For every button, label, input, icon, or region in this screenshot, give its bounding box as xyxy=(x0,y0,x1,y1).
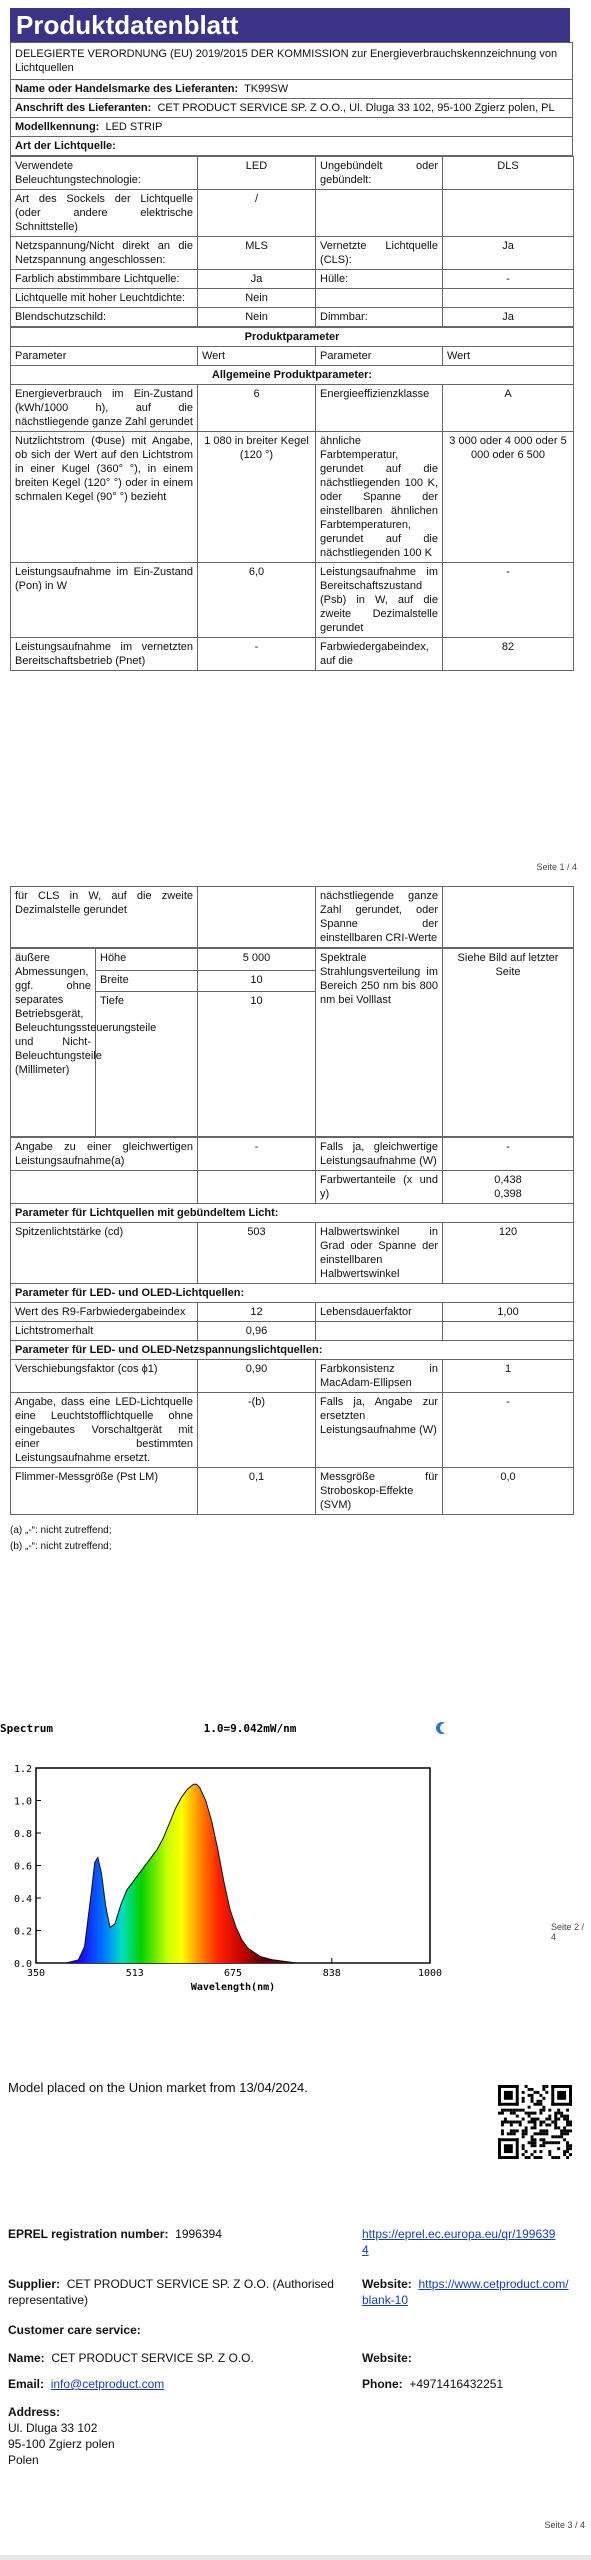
table-row xyxy=(11,1303,574,1322)
supplier-value: CET PRODUCT SERVICE SP. Z O.O. (Authorised representative) xyxy=(8,2277,334,2307)
cs-phone-label: Phone: xyxy=(362,2377,403,2391)
params-table-2 xyxy=(10,1137,574,1515)
col-header: Parameter xyxy=(316,347,443,366)
table-row xyxy=(11,1223,574,1284)
continued-table xyxy=(10,886,574,948)
param-label: ähnliche Farbtemperatur, gerundet auf die nächstliegenden 100 K, oder Spanne der einstellbaren ähnlichen Farbtemperaturen, gerundet auf die nächstliegenden 100 K xyxy=(316,432,443,563)
param-label: Vernetzte Lichtquelle (CLS): xyxy=(316,237,443,270)
param-value: Ja xyxy=(198,270,316,289)
cs-website-label: Website: xyxy=(362,2351,412,2365)
address-line: Polen xyxy=(8,2453,39,2467)
dimensions-table xyxy=(10,948,574,1137)
dims-label: äußere Abmessungen, ggf. ohne separates Betriebsgerät, Beleuchtungssteuerungsteile und Nicht-Beleuchtungsteile (Millimeter) xyxy=(11,949,96,1137)
param-label xyxy=(11,1171,198,1204)
page-number: Seite 1 / 4 xyxy=(536,862,577,872)
x-tick-label: 1000 xyxy=(417,1968,443,1979)
cs-phone-value: +4971416432251 xyxy=(409,2377,504,2391)
directional-header: Parameter für Lichtquellen mit gebündeltem Licht: xyxy=(11,1204,574,1223)
y-tick-label: 0.2 xyxy=(13,1926,32,1938)
qr-code-icon xyxy=(498,2085,572,2159)
param-value: 12 xyxy=(198,1303,316,1322)
dim-name: Tiefe xyxy=(96,992,198,1137)
table-row xyxy=(11,270,574,289)
col-header: Wert xyxy=(198,347,316,366)
x-tick-label: 675 xyxy=(223,1968,243,1979)
eprel-link[interactable] xyxy=(362,2226,562,2258)
table-row xyxy=(11,432,574,563)
table-row xyxy=(11,1393,574,1468)
table-row xyxy=(11,1138,574,1171)
param-label: Lichtquelle mit hoher Leuchtdichte: xyxy=(11,289,198,308)
side-page-number: Seite 2 / 4 xyxy=(551,1922,585,1942)
eprel-value: 1996394 xyxy=(175,2227,222,2241)
param-label: Verschiebungsfaktor (cos ϕ1) xyxy=(11,1360,198,1393)
y-tick-label: 0.0 xyxy=(13,1959,32,1970)
param-label: Leistungsaufnahme im vernetzten Bereitschaftsbetrieb (Pnet) xyxy=(11,638,198,671)
table-row xyxy=(11,308,574,327)
x-tick-label: 513 xyxy=(125,1968,144,1979)
param-value: MLS xyxy=(198,237,316,270)
col-header: Wert xyxy=(443,347,574,366)
param-value xyxy=(198,1171,316,1204)
light-type-label: Art der Lichtquelle: xyxy=(11,137,573,156)
spectrum-chart xyxy=(0,1718,460,2018)
param-label: Flimmer-Messgröße (Pst LM) xyxy=(11,1468,198,1515)
cs-email-label: Email: xyxy=(8,2377,45,2391)
market-text: Model placed on the Union market from 13/04/2024. xyxy=(8,2080,308,2095)
product-params-table xyxy=(10,327,574,671)
dim-value: 10 xyxy=(198,992,316,1137)
param-value xyxy=(443,190,574,237)
led-header: Parameter für LED- und OLED-Lichtquellen: xyxy=(11,1284,574,1303)
param-value: Nein xyxy=(198,289,316,308)
param-value: - xyxy=(198,1138,316,1171)
param-value: 1 080 in breiter Kegel (120 °) xyxy=(198,432,316,563)
param-label: Leistungsaufnahme im Ein-Zustand (Pon) in W xyxy=(11,563,198,638)
param-label: Netzspannung/Nicht direkt an die Netzspannung angeschlossen: xyxy=(11,237,198,270)
param-label: Verwendete Beleuchtungstechnologie: xyxy=(11,157,198,190)
light-type-table xyxy=(10,156,574,327)
spectrum-area xyxy=(36,1784,430,1963)
param-value: 3 000 oder 4 000 oder 5 000 oder 6 500 xyxy=(443,432,574,563)
param-value: A xyxy=(443,385,574,432)
param-value: 503 xyxy=(198,1223,316,1284)
x-tick-label: 350 xyxy=(26,1968,46,1979)
x-axis-label: Wavelength(nm) xyxy=(190,1982,276,1993)
product-params-header: Produktparameter xyxy=(11,328,574,347)
y-tick-label: 1.2 xyxy=(13,1764,32,1775)
cs-name-label: Name: xyxy=(8,2351,45,2365)
param-value: Ja xyxy=(443,308,574,327)
page-2 xyxy=(0,880,591,1665)
table-row xyxy=(11,1360,574,1393)
indicator-icon-mask xyxy=(440,1723,450,1733)
param-value: - xyxy=(198,638,316,671)
address-label: Address: xyxy=(8,2405,61,2419)
param-label: Angabe zu einer gleichwertigen Leistungsaufnahme(a) xyxy=(11,1138,198,1171)
param-value xyxy=(443,289,574,308)
model-label: Modellkennung: xyxy=(15,121,100,133)
param-label xyxy=(316,1322,443,1341)
eprel-label: EPREL registration number: xyxy=(8,2227,169,2241)
footnote-b: (b) „-“: nicht zutreffend; xyxy=(10,1541,112,1552)
page-1 xyxy=(0,0,591,880)
param-value: 120 xyxy=(443,1223,574,1284)
footnote-a: (a) „-“: nicht zutreffend; xyxy=(10,1525,112,1536)
table-row xyxy=(11,237,574,270)
param-value xyxy=(443,1322,574,1341)
param-value: 6,0 xyxy=(198,563,316,638)
spectral-value: Siehe Bild auf letzter Seite xyxy=(443,949,574,1137)
param-label: Nutzlichtstrom (Φuse) mit Angabe, ob sich der Wert auf den Lichtstrom in einer Kugel (360° °), in einem breiten Kegel (120° °) oder in einem schmalen Kegel (90° °) bezieht xyxy=(11,432,198,563)
table-row xyxy=(11,638,574,671)
param-label: Falls ja, gleichwertige Leistungsaufnahme (W) xyxy=(316,1138,443,1171)
param-label: nächstliegende ganze Zahl gerundet, oder Spanne der einstellbaren CRI-Werte xyxy=(316,887,443,948)
param-label xyxy=(316,289,443,308)
address-block xyxy=(8,2420,115,2468)
param-value: 82 xyxy=(443,638,574,671)
dim-value: 10 xyxy=(198,970,316,992)
param-label: Blendschutzschild: xyxy=(11,308,198,327)
table-row xyxy=(11,190,574,237)
chart-title: Spectrum xyxy=(0,1722,53,1735)
supplier-label: Supplier: xyxy=(8,2277,61,2291)
website-label: Website: xyxy=(362,2277,412,2291)
param-label: Farbwiedergabeindex, auf die xyxy=(316,638,443,671)
param-label: Wert des R9-Farbwiedergabeindex xyxy=(11,1303,198,1322)
y-tick-label: 0.8 xyxy=(13,1829,32,1840)
page-title: Produktdatenblatt xyxy=(10,8,570,42)
y-tick-label: 1.0 xyxy=(13,1796,32,1808)
param-value: -(b) xyxy=(198,1393,316,1468)
page-number-3: Seite 3 / 4 xyxy=(544,2520,585,2530)
param-value: 0,438 0,398 xyxy=(443,1171,574,1204)
cs-name-value: CET PRODUCT SERVICE SP. Z O.O. xyxy=(51,2351,254,2365)
dim-name: Breite xyxy=(96,970,198,992)
general-params-header: Allgemeine Produktparameter: xyxy=(11,366,574,385)
header-block xyxy=(10,42,573,671)
param-value: 1 xyxy=(443,1360,574,1393)
param-value: DLS xyxy=(443,157,574,190)
mains-header: Parameter für LED- und OLED-Netzspannungslichtquellen: xyxy=(11,1341,574,1360)
param-value: 0,90 xyxy=(198,1360,316,1393)
param-label: Energieverbrauch im Ein-Zustand (kWh/1000 h), auf die nächstliegende ganze Zahl gerundet xyxy=(11,385,198,432)
param-value: - xyxy=(443,1393,574,1468)
table-row xyxy=(11,1468,574,1515)
table-row xyxy=(11,385,574,432)
address-line: Ul. Dluga 33 102 xyxy=(8,2421,98,2435)
customer-service-label: Customer care service: xyxy=(8,2323,141,2337)
param-label: Art des Sockels der Lichtquelle (oder andere elektrische Schnittstelle) xyxy=(11,190,198,237)
supplier-address-value: CET PRODUCT SERVICE SP. Z O.O., Ul. Dluga 33 102, 95-100 Zgierz polen, PL xyxy=(157,102,555,114)
x-tick-label: 838 xyxy=(322,1968,341,1979)
table-row xyxy=(11,157,574,190)
spectral-label: Spektrale Strahlungsverteilung im Bereich 250 nm bis 800 nm bei Volllast xyxy=(316,949,443,1137)
param-value: 0,1 xyxy=(198,1468,316,1515)
supplier-address-label: Anschrift des Lieferanten: xyxy=(15,102,152,114)
param-value: 0,96 xyxy=(198,1322,316,1341)
table-row xyxy=(11,1322,574,1341)
param-value: - xyxy=(443,270,574,289)
param-value: 0,0 xyxy=(443,1468,574,1515)
param-value: - xyxy=(443,563,574,638)
param-label xyxy=(316,190,443,237)
param-label: Lebensdauerfaktor xyxy=(316,1303,443,1322)
col-header: Parameter xyxy=(11,347,198,366)
chart-annotation: 1.0=9.042mW/nm xyxy=(203,1722,297,1735)
cs-email-link[interactable]: info@cetproduct.com xyxy=(50,2377,165,2391)
qr-code[interactable] xyxy=(498,2085,572,2159)
param-label: Falls ja, Angabe zur ersetzten Leistungsaufnahme (W) xyxy=(316,1393,443,1468)
param-value: - xyxy=(443,1138,574,1171)
param-value: LED xyxy=(198,157,316,190)
param-label: Farblich abstimmbare Lichtquelle: xyxy=(11,270,198,289)
param-label: Farbwertanteile (x und y) xyxy=(316,1171,443,1204)
dim-value: 5 000 xyxy=(198,949,316,971)
y-tick-label: 0.6 xyxy=(13,1861,32,1873)
param-label: Hülle: xyxy=(316,270,443,289)
param-label: Dimmbar: xyxy=(316,308,443,327)
eprel-link-text[interactable]: https://eprel.ec.europa.eu/qr/1996394 xyxy=(362,2227,556,2257)
param-value: Ja xyxy=(443,237,574,270)
supplier-name-value: TK99SW xyxy=(244,83,289,95)
param-label: Farbkonsistenz in MacAdam-Ellipsen xyxy=(316,1360,443,1393)
param-label: für CLS in W, auf die zweite Dezimalstelle gerundet xyxy=(11,887,198,948)
table-row xyxy=(11,289,574,308)
supplier-name-label: Name oder Handelsmarke des Lieferanten: xyxy=(15,83,239,95)
param-label: Lichtstromerhalt xyxy=(11,1322,198,1341)
regulation-text: DELEGIERTE VERORDNUNG (EU) 2019/2015 DER KOMMISSION zur Energieverbrauchskennzeichnung von Lichtquellen xyxy=(11,43,573,80)
param-value: Nein xyxy=(198,308,316,327)
param-value: 1,00 xyxy=(443,1303,574,1322)
param-label: Ungebündelt oder gebündelt: xyxy=(316,157,443,190)
table-row xyxy=(11,563,574,638)
param-label: Energieeffizienzklasse xyxy=(316,385,443,432)
table-row xyxy=(11,1171,574,1204)
param-label: Leistungsaufnahme im Bereitschaftszustand (Psb) in W, auf die zweite Dezimalstelle gerundet xyxy=(316,563,443,638)
address-line: 95-100 Zgierz polen xyxy=(8,2437,115,2451)
param-label: Angabe, dass eine LED-Lichtquelle eine Leuchtstofflichtquelle ohne eingebautes Vorschaltgerät mit einer bestimmten Leistungsaufnahme ersetzt. xyxy=(11,1393,198,1468)
param-value: 6 xyxy=(198,385,316,432)
param-label: Spitzenlichtstärke (cd) xyxy=(11,1223,198,1284)
param-label: Halbwertswinkel in Grad oder Spanne der einstellbaren Halbwertswinkel xyxy=(316,1223,443,1284)
dim-name: Höhe xyxy=(96,949,198,971)
website-link[interactable]: https://www.cetproduct.com/blank-10 xyxy=(362,2277,569,2307)
y-tick-label: 0.4 xyxy=(13,1894,32,1905)
param-label: Messgröße für Stroboskop-Effekte (SVM) xyxy=(316,1468,443,1515)
param-value: / xyxy=(198,190,316,237)
model-value: LED STRIP xyxy=(105,121,163,133)
